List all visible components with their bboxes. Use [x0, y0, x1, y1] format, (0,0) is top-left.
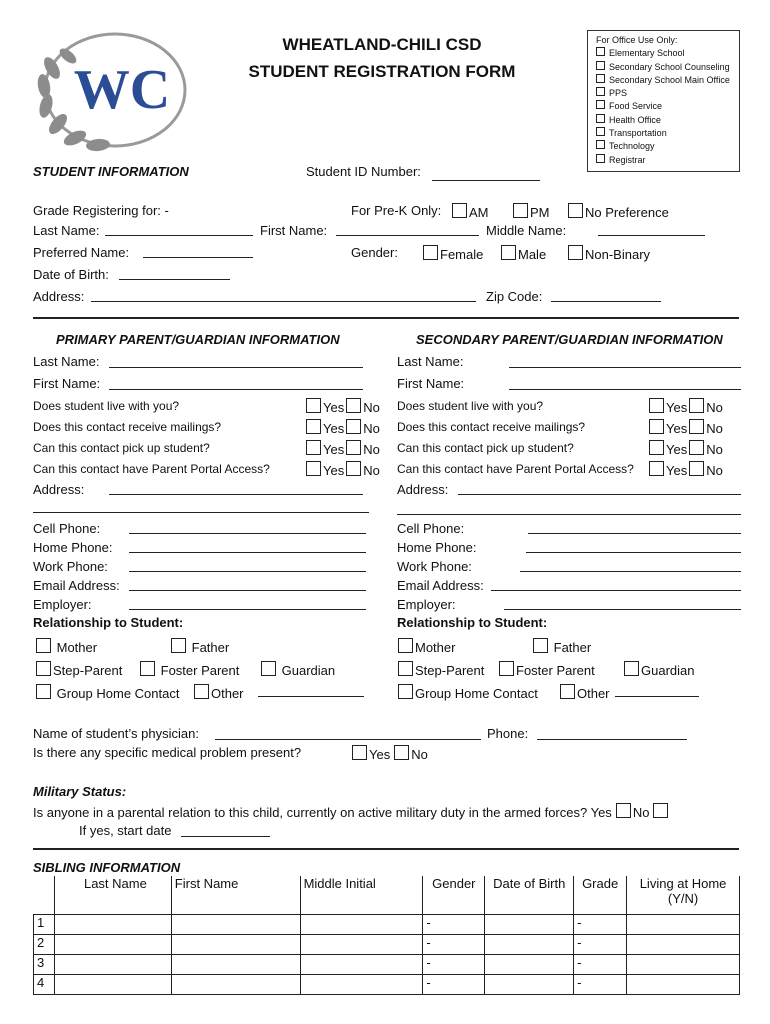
secondary-question-1: Does student live with you?: [397, 399, 544, 413]
office-use-box: [587, 30, 740, 172]
row-number: 4: [34, 975, 55, 995]
checkbox[interactable]: [596, 61, 605, 70]
col-middle-initial: Middle Initial: [300, 876, 423, 915]
secondary-home-field[interactable]: [526, 552, 741, 553]
checkbox[interactable]: [649, 398, 664, 413]
school-logo: [30, 28, 190, 153]
secondary-question-4: Can this contact have Parent Portal Access?: [397, 462, 634, 476]
secondary-other-field[interactable]: [615, 696, 699, 697]
physician-phone-label: Phone:: [487, 726, 529, 741]
table-row[interactable]: [34, 955, 740, 975]
primary-employer-label: Employer:: [33, 597, 92, 612]
military-start-label: If yes, start date: [79, 823, 172, 838]
logo-text: WC: [73, 59, 171, 121]
student-id-field[interactable]: [432, 180, 540, 181]
primary-mother[interactable]: Mother: [36, 638, 97, 655]
zip-label: Zip Code:: [486, 289, 543, 304]
checkbox[interactable]: [171, 638, 186, 653]
office-item[interactable]: Secondary School Counseling: [596, 61, 739, 74]
primary-email-field[interactable]: [129, 590, 366, 591]
checkbox[interactable]: [352, 745, 367, 760]
office-item[interactable]: Transportation: [596, 127, 739, 140]
checkbox[interactable]: [398, 638, 413, 653]
checkbox[interactable]: [306, 419, 321, 434]
secondary-last-name-field[interactable]: [509, 367, 741, 368]
military-start-field[interactable]: [181, 836, 270, 837]
primary-employer-field[interactable]: [129, 609, 366, 610]
col-dob: Date of Birth: [485, 876, 574, 915]
secondary-father[interactable]: Father: [533, 638, 591, 655]
checkbox[interactable]: [649, 461, 664, 476]
grade-label: Grade Registering for: -: [33, 203, 169, 218]
secondary-step-parent[interactable]: Step-Parent: [398, 661, 484, 678]
prek-pm[interactable]: PM: [513, 203, 550, 220]
checkbox[interactable]: [596, 154, 605, 163]
secondary-mother[interactable]: Mother: [398, 638, 455, 655]
secondary-last-name-label: Last Name:: [397, 354, 464, 369]
row-number: 1: [34, 915, 55, 935]
last-name-label: Last Name:: [33, 223, 100, 238]
medical-problem-yes-no[interactable]: Yes No: [352, 745, 428, 762]
checkbox[interactable]: [306, 461, 321, 476]
primary-q4-yes-no[interactable]: Yes No: [306, 461, 380, 478]
sibling-table: [33, 876, 740, 995]
primary-work-field[interactable]: [129, 571, 366, 572]
secondary-work-label: Work Phone:: [397, 559, 472, 574]
secondary-q1-yes-no[interactable]: Yes No: [649, 398, 723, 415]
office-item[interactable]: Food Service: [596, 100, 739, 113]
dob-label: Date of Birth:: [33, 267, 109, 282]
checkbox[interactable]: [423, 245, 438, 260]
checkbox[interactable]: [533, 638, 548, 653]
secondary-q2-yes-no[interactable]: Yes No: [649, 419, 723, 436]
secondary-question-3: Can this contact pick up student?: [397, 441, 574, 455]
primary-question-4: Can this contact have Parent Portal Access?: [33, 462, 270, 476]
primary-work-label: Work Phone:: [33, 559, 108, 574]
primary-home-label: Home Phone:: [33, 540, 113, 555]
checkbox[interactable]: [649, 419, 664, 434]
primary-question-3: Can this contact pick up student?: [33, 441, 210, 455]
secondary-relationship-label: Relationship to Student:: [397, 615, 548, 630]
preferred-name-label: Preferred Name:: [33, 245, 130, 260]
primary-last-name-label: Last Name:: [33, 354, 100, 369]
row-number: 3: [34, 955, 55, 975]
secondary-first-name-field[interactable]: [509, 389, 741, 390]
primary-group-home[interactable]: Group Home Contact: [36, 684, 179, 701]
military-question: Is anyone in a parental relation to this child, currently on active military duty in the armed forces? Yes No: [33, 803, 670, 820]
col-first-name: First Name: [171, 876, 300, 915]
checkbox[interactable]: [513, 203, 528, 218]
secondary-first-name-label: First Name:: [397, 376, 465, 391]
first-name-field[interactable]: [336, 235, 479, 236]
primary-cell-label: Cell Phone:: [33, 521, 101, 536]
checkbox[interactable]: [306, 398, 321, 413]
checkbox[interactable]: [624, 661, 639, 676]
checkbox[interactable]: [140, 661, 155, 676]
checkbox[interactable]: [398, 684, 413, 699]
gender-non-binary[interactable]: Non-Binary: [568, 245, 650, 262]
grade-cell: -: [574, 915, 627, 935]
primary-last-name-field[interactable]: [109, 367, 363, 368]
address-field[interactable]: [91, 301, 476, 302]
secondary-foster-parent[interactable]: Foster Parent: [499, 661, 595, 678]
checkbox[interactable]: [346, 398, 361, 413]
table-row[interactable]: [34, 935, 740, 955]
checkbox[interactable]: [596, 114, 605, 123]
office-item[interactable]: Elementary School: [596, 47, 739, 60]
last-name-field[interactable]: [105, 235, 253, 236]
secondary-work-field[interactable]: [520, 571, 741, 572]
col-grade: Grade: [574, 876, 627, 915]
gender-cell: -: [423, 915, 485, 935]
secondary-other[interactable]: Other: [560, 684, 610, 701]
checkbox[interactable]: [689, 398, 704, 413]
checkbox[interactable]: [36, 638, 51, 653]
grade-cell: -: [574, 935, 627, 955]
student-section-title: STUDENT INFORMATION: [33, 164, 189, 179]
primary-email-label: Email Address:: [33, 578, 120, 593]
checkbox[interactable]: [568, 203, 583, 218]
grade-cell: -: [574, 955, 627, 975]
primary-address-label: Address:: [33, 482, 85, 497]
checkbox[interactable]: [36, 684, 51, 699]
gender-female[interactable]: Female: [423, 245, 483, 262]
primary-other-field[interactable]: [258, 696, 364, 697]
primary-guardian-title: PRIMARY PARENT/GUARDIAN INFORMATION: [56, 332, 340, 347]
zip-field[interactable]: [551, 301, 661, 302]
checkbox[interactable]: [194, 684, 209, 699]
gender-label: Gender:: [351, 245, 398, 260]
physician-label: Name of student’s physician:: [33, 726, 199, 741]
checkbox[interactable]: [689, 461, 704, 476]
checkbox[interactable]: [596, 74, 605, 83]
secondary-employer-label: Employer:: [397, 597, 456, 612]
gender-male[interactable]: Male: [501, 245, 546, 262]
secondary-q4-yes-no[interactable]: Yes No: [649, 461, 723, 478]
dob-field[interactable]: [119, 279, 230, 280]
checkbox[interactable]: [616, 803, 631, 818]
grade-cell: -: [574, 975, 627, 995]
secondary-email-field[interactable]: [491, 590, 741, 591]
office-use-title: For Office Use Only:: [596, 35, 678, 45]
office-item[interactable]: Health Office: [596, 114, 739, 127]
middle-name-label: Middle Name:: [486, 223, 567, 238]
row-number: 2: [34, 935, 55, 955]
primary-address-field[interactable]: [109, 494, 363, 495]
checkbox[interactable]: [689, 419, 704, 434]
medical-problem-label: Is there any specific medical problem present?: [33, 745, 302, 760]
first-name-label: First Name:: [260, 223, 328, 238]
middle-name-field[interactable]: [598, 235, 705, 236]
secondary-home-label: Home Phone:: [397, 540, 477, 555]
primary-q3-yes-no[interactable]: Yes No: [306, 440, 380, 457]
prek-label: For Pre-K Only:: [351, 203, 442, 218]
primary-first-name-label: First Name:: [33, 376, 101, 391]
secondary-q3-yes-no[interactable]: Yes No: [649, 440, 723, 457]
checkbox[interactable]: [398, 661, 413, 676]
primary-relationship-label: Relationship to Student:: [33, 615, 184, 630]
table-row[interactable]: [34, 975, 740, 995]
checkbox[interactable]: [306, 440, 321, 455]
col-gender: Gender: [423, 876, 485, 915]
gender-cell: -: [423, 975, 485, 995]
secondary-address-field-2[interactable]: [397, 514, 741, 515]
sibling-title: SIBLING INFORMATION: [33, 860, 181, 875]
prek-no-preference[interactable]: No Preference: [568, 203, 669, 220]
physician-phone-field[interactable]: [537, 739, 687, 740]
checkbox[interactable]: [499, 661, 514, 676]
primary-q1-yes-no[interactable]: Yes No: [306, 398, 380, 415]
col-living-at-home: Living at Home (Y/N): [627, 876, 740, 915]
secondary-cell-label: Cell Phone:: [397, 521, 465, 536]
table-header-row: [34, 876, 740, 915]
secondary-email-label: Email Address:: [397, 578, 484, 593]
primary-step-parent[interactable]: Step-Parent: [36, 661, 122, 678]
secondary-guardian[interactable]: Guardian: [624, 661, 694, 678]
checkbox[interactable]: [501, 245, 516, 260]
checkbox[interactable]: [346, 440, 361, 455]
section-divider: [33, 317, 739, 319]
military-title: Military Status:: [33, 784, 127, 799]
school-name: WHEATLAND-CHILI CSD: [282, 35, 482, 54]
preferred-name-field[interactable]: [143, 257, 253, 258]
secondary-guardian-title: SECONDARY PARENT/GUARDIAN INFORMATION: [416, 332, 723, 347]
primary-guardian[interactable]: Guardian: [261, 661, 335, 678]
secondary-address-field[interactable]: [458, 494, 741, 495]
checkbox[interactable]: [689, 440, 704, 455]
checkbox[interactable]: [596, 100, 605, 109]
primary-home-field[interactable]: [129, 552, 366, 553]
form-title: STUDENT REGISTRATION FORM: [248, 62, 516, 81]
secondary-group-home[interactable]: Group Home Contact: [398, 684, 538, 701]
col-last-name: Last Name: [83, 876, 147, 891]
gender-cell: -: [423, 935, 485, 955]
checkbox[interactable]: [452, 203, 467, 218]
primary-first-name-field[interactable]: [109, 389, 363, 390]
table-row[interactable]: [34, 915, 740, 935]
section-divider-2: [33, 848, 739, 850]
address-label: Address:: [33, 289, 85, 304]
checkbox[interactable]: [560, 684, 575, 699]
checkbox[interactable]: [653, 803, 668, 818]
physician-field[interactable]: [215, 739, 481, 740]
office-item[interactable]: Registrar: [596, 154, 739, 167]
gender-cell: -: [423, 955, 485, 975]
primary-q2-yes-no[interactable]: Yes No: [306, 419, 380, 436]
checkbox[interactable]: [568, 245, 583, 260]
checkbox[interactable]: [596, 87, 605, 96]
primary-cell-field[interactable]: [129, 533, 366, 534]
primary-question-2: Does this contact receive mailings?: [33, 420, 222, 434]
secondary-question-2: Does this contact receive mailings?: [397, 420, 586, 434]
prek-am[interactable]: AM: [452, 203, 489, 220]
checkbox[interactable]: [394, 745, 409, 760]
checkbox[interactable]: [346, 419, 361, 434]
office-item[interactable]: Technology: [596, 140, 739, 153]
primary-address-field-2[interactable]: [33, 512, 369, 513]
checkbox[interactable]: [346, 461, 361, 476]
checkbox[interactable]: [596, 127, 605, 136]
primary-question-1: Does student live with you?: [33, 399, 180, 413]
checkbox[interactable]: [596, 140, 605, 149]
student-id-label: Student ID Number:: [306, 164, 421, 179]
primary-father[interactable]: Father: [171, 638, 229, 655]
primary-foster-parent[interactable]: Foster Parent: [140, 661, 239, 678]
secondary-cell-field[interactable]: [528, 533, 741, 534]
office-item[interactable]: Secondary School Main Office: [596, 74, 739, 87]
secondary-employer-field[interactable]: [504, 609, 741, 610]
secondary-address-label: Address:: [397, 482, 449, 497]
checkbox[interactable]: [596, 47, 605, 56]
checkbox[interactable]: [36, 661, 51, 676]
primary-other[interactable]: Other: [194, 684, 244, 701]
checkbox[interactable]: [261, 661, 276, 676]
office-item[interactable]: PPS: [596, 87, 739, 100]
checkbox[interactable]: [649, 440, 664, 455]
